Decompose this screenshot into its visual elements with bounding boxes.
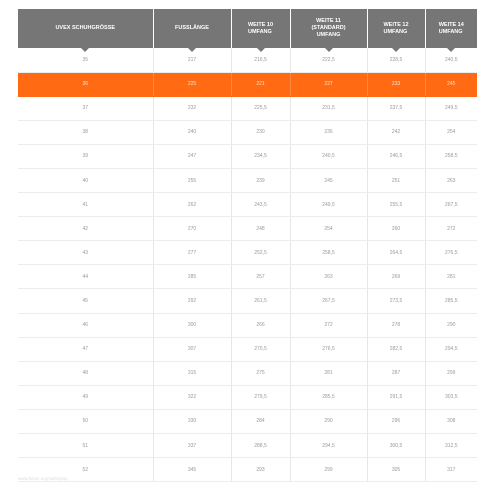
column-header-label: UMFANG <box>383 28 408 35</box>
table-cell: 266 <box>231 313 290 337</box>
table-cell: 249,5 <box>290 193 367 217</box>
table-cell: 255 <box>153 168 231 192</box>
table-cell: 282,5 <box>367 337 425 361</box>
header-pointer-icon <box>392 48 400 52</box>
table-cell: 245 <box>290 168 367 192</box>
table-cell: 272 <box>425 217 477 241</box>
table-cell: 239 <box>231 168 290 192</box>
table-cell: 287 <box>367 361 425 385</box>
table-cell: 254 <box>425 120 477 144</box>
table-cell: 275 <box>231 361 290 385</box>
table-cell: 315 <box>153 361 231 385</box>
table-cell: 300,5 <box>367 434 425 458</box>
table-row <box>18 385 477 409</box>
table-cell: 37 <box>18 96 153 120</box>
table-cell: 52 <box>18 458 153 482</box>
table-row <box>18 217 477 241</box>
column-header-label: UVEX SCHUHGRÖSSE <box>55 25 116 31</box>
table-cell: 258,5 <box>425 144 477 168</box>
column-header-label: UMFANG <box>438 28 463 35</box>
table-row <box>18 289 477 313</box>
table-row <box>18 120 477 144</box>
table-row <box>18 434 477 458</box>
table-cell: 270 <box>153 217 231 241</box>
table-cell: 243,5 <box>231 193 290 217</box>
table-cell: 233 <box>367 72 425 96</box>
table-cell: 245 <box>425 72 477 96</box>
table-cell: 330 <box>153 409 231 433</box>
table-cell: 281 <box>290 361 367 385</box>
table-cell: 272 <box>290 313 367 337</box>
table-cell: 285,5 <box>425 289 477 313</box>
table-cell: 38 <box>18 120 153 144</box>
table-cell: 262 <box>153 193 231 217</box>
header-pointer-icon <box>81 48 89 52</box>
table-cell: 221 <box>231 72 290 96</box>
table-cell: 279,5 <box>231 385 290 409</box>
table-cell: 36 <box>18 72 153 96</box>
table-cell: 41 <box>18 193 153 217</box>
table-cell: 50 <box>18 409 153 433</box>
table-cell: 237,5 <box>367 96 425 120</box>
table-cell: 300 <box>153 313 231 337</box>
table-cell: 278 <box>367 313 425 337</box>
table-cell: 267,5 <box>425 193 477 217</box>
table-cell: 46 <box>18 313 153 337</box>
table-cell: 305 <box>367 458 425 482</box>
table-cell: 247 <box>153 144 231 168</box>
column-header-label: WEITE 12 <box>383 21 409 28</box>
table-cell: 291,5 <box>367 385 425 409</box>
table-cell: 227 <box>290 72 367 96</box>
table-cell: 236 <box>290 120 367 144</box>
table-cell: 42 <box>18 217 153 241</box>
table-cell: 252,5 <box>231 241 290 265</box>
column-header-label: UMFANG <box>247 28 272 35</box>
column-header-label: WEITE 11 <box>316 18 341 24</box>
column-header-label: WEITE 10 <box>247 21 274 28</box>
table-cell: 230 <box>231 120 290 144</box>
table-cell: 261,5 <box>231 289 290 313</box>
table-cell: 222,5 <box>290 48 367 72</box>
table-cell: 296 <box>367 409 425 433</box>
table-row <box>18 168 477 192</box>
table-row <box>18 96 477 120</box>
table-cell: 231,5 <box>290 96 367 120</box>
table-row <box>18 265 477 289</box>
header-shoe-size <box>18 9 153 48</box>
table-cell: 225,5 <box>231 96 290 120</box>
table-cell: 240,5 <box>425 48 477 72</box>
table-cell: 277 <box>153 241 231 265</box>
table-row <box>18 313 477 337</box>
table-cell: 45 <box>18 289 153 313</box>
column-header-label: (STANDARD) <box>311 25 346 31</box>
table-cell: 51 <box>18 434 153 458</box>
table-cell: 307 <box>153 337 231 361</box>
table-cell: 258,5 <box>290 241 367 265</box>
table-cell: 285 <box>153 265 231 289</box>
table-cell: 263 <box>425 168 477 192</box>
table-cell: 290 <box>425 313 477 337</box>
table-cell: 225 <box>153 72 231 96</box>
header-width-12 <box>367 9 425 48</box>
table-cell: 242 <box>367 120 425 144</box>
table-header-row <box>18 9 477 48</box>
header-pointer-icon <box>188 48 196 52</box>
table-cell: 290 <box>290 409 367 433</box>
table-row <box>18 409 477 433</box>
table-row <box>18 241 477 265</box>
header-width-11 <box>290 9 367 48</box>
table-cell: 254 <box>290 217 367 241</box>
header-pointer-icon <box>325 48 333 52</box>
table-cell: 273,5 <box>367 289 425 313</box>
header-pointer-icon <box>447 48 455 52</box>
table-row <box>18 361 477 385</box>
table-cell: 276,5 <box>425 241 477 265</box>
table-cell: 49 <box>18 385 153 409</box>
table-cell: 228,5 <box>367 48 425 72</box>
table-cell: 269 <box>367 265 425 289</box>
table-cell: 303,5 <box>425 385 477 409</box>
table-row <box>18 337 477 361</box>
table-cell: 216,5 <box>231 48 290 72</box>
table-cell: 267,5 <box>290 289 367 313</box>
size-chart-table <box>18 9 477 482</box>
table-cell: 294,5 <box>425 337 477 361</box>
header-pointer-icon <box>257 48 265 52</box>
column-header-label: WEITE 14 <box>438 21 464 28</box>
table-cell: 288,5 <box>231 434 290 458</box>
table-cell: 40 <box>18 168 153 192</box>
table-cell: 284 <box>231 409 290 433</box>
header-width-10 <box>231 9 290 48</box>
table-cell: 240,5 <box>290 144 367 168</box>
table-row <box>18 144 477 168</box>
table-row <box>18 193 477 217</box>
table-cell: 294,5 <box>290 434 367 458</box>
table-cell: 234,5 <box>231 144 290 168</box>
table-cell: 285,5 <box>290 385 367 409</box>
table-body <box>18 48 477 482</box>
table-cell: 264,5 <box>367 241 425 265</box>
table-row-highlighted <box>18 72 477 96</box>
table-cell: 322 <box>153 385 231 409</box>
table-cell: 257 <box>231 265 290 289</box>
table-cell: 312,5 <box>425 434 477 458</box>
table-row <box>18 458 477 482</box>
table-cell: 47 <box>18 337 153 361</box>
header-foot-length <box>153 9 231 48</box>
table-cell: 308 <box>425 409 477 433</box>
table-cell: 299 <box>290 458 367 482</box>
table-cell: 217 <box>153 48 231 72</box>
table-cell: 39 <box>18 144 153 168</box>
table-cell: 263 <box>290 265 367 289</box>
table-cell: 232 <box>153 96 231 120</box>
header-width-14 <box>425 9 477 48</box>
table-cell: 43 <box>18 241 153 265</box>
table-cell: 281 <box>425 265 477 289</box>
table-cell: 249,5 <box>425 96 477 120</box>
table-cell: 337 <box>153 434 231 458</box>
table-cell: 240 <box>153 120 231 144</box>
column-header-label: FUSSLÄNGE <box>175 25 209 31</box>
table-cell: 270,5 <box>231 337 290 361</box>
table-cell: 255,5 <box>367 193 425 217</box>
table-cell: 317 <box>425 458 477 482</box>
table-cell: 292 <box>153 289 231 313</box>
table-cell: 299 <box>425 361 477 385</box>
table-cell: 251 <box>367 168 425 192</box>
table-cell: 293 <box>231 458 290 482</box>
table-cell: 260 <box>367 217 425 241</box>
table-cell: 246,5 <box>367 144 425 168</box>
table-cell: 44 <box>18 265 153 289</box>
table-cell: 248 <box>231 217 290 241</box>
table-cell: 35 <box>18 48 153 72</box>
source-note: www.lotzer.org/safetybay <box>18 476 68 481</box>
table-cell: 276,5 <box>290 337 367 361</box>
table-cell: 48 <box>18 361 153 385</box>
table-cell: 345 <box>153 458 231 482</box>
column-header-label: UMFANG <box>316 32 341 38</box>
